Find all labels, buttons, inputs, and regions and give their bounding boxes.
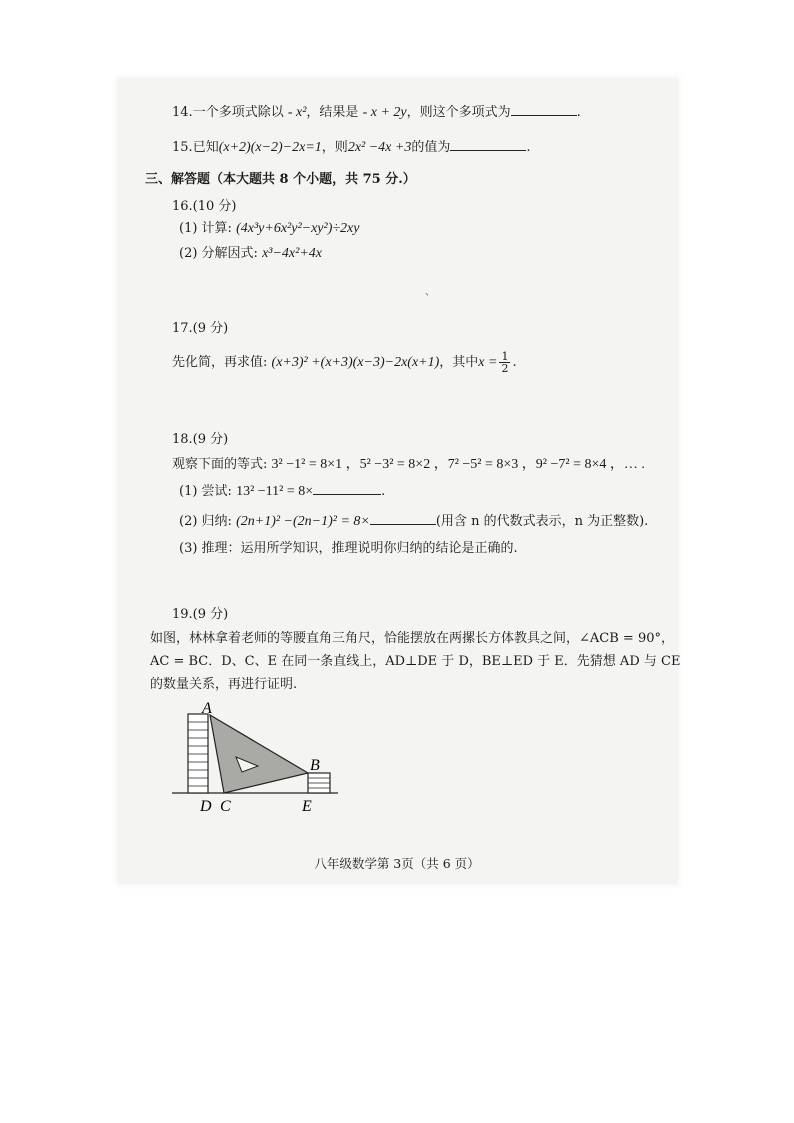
question-text: 观察下面的等式: <box>172 457 268 472</box>
left-stack <box>188 714 208 793</box>
math-expression: 2x² −4x +3 <box>347 140 412 155</box>
period: . <box>576 105 581 120</box>
question-19-line-3: 的数量关系，再进行证明. <box>150 677 298 692</box>
period: . <box>512 355 517 370</box>
math-expression: (x+3)² +(x+3)(x−3)−2x(x+1) <box>271 355 440 370</box>
question-19-line-2: AC = BC．D、C、E 在同一条直线上，AD⊥DE 于 D，BE⊥ED 于 E．先猜想 AD 与 CE <box>150 654 681 669</box>
question-15 <box>172 136 531 157</box>
stray-mark: 、 <box>425 287 435 298</box>
fraction-denominator: 2 <box>501 362 509 375</box>
question-18-intro <box>172 456 645 474</box>
question-number: 15. <box>172 140 193 155</box>
question-text: 已知 <box>192 140 219 155</box>
section-heading: 三、解答题（本大题共 8 个小题，共 75 分.） <box>145 172 416 187</box>
period: . <box>526 140 531 155</box>
question-18-part-2 <box>179 510 648 531</box>
answer-blank[interactable] <box>313 480 381 495</box>
math-expression: - x + 2y <box>362 105 407 120</box>
question-19-line-1: 如图，林林拿着老师的等腰直角三角尺，恰能摆放在两摞长方体教具之间，∠ACB = 90°， <box>150 631 674 646</box>
math-expression: x = <box>478 355 498 370</box>
math-expression: - x² <box>287 105 307 120</box>
point-label-a: A <box>202 700 212 717</box>
question-19-header: 19.(9 分) <box>172 607 229 622</box>
math-expression: (4x³y+6x²y²−xy²)÷2xy <box>236 221 360 236</box>
period: . <box>381 484 386 499</box>
question-16-part-1 <box>179 220 359 238</box>
part-label: (1) 计算: <box>179 221 232 236</box>
point-label-d: D <box>200 798 212 815</box>
part-label: (2) 分解因式: <box>179 246 258 261</box>
question-text: ，则这个多项式为 <box>406 105 511 120</box>
question-number: 14. <box>172 105 193 120</box>
math-expression: (2n+1)² −(2n−1)² = 8× <box>236 514 370 529</box>
fraction-numerator: 1 <box>501 350 509 363</box>
question-18-part-3: (3) 推理：运用所学知识，推理说明你归纳的结论是正确的. <box>179 541 518 556</box>
point-label-e: E <box>302 798 312 815</box>
question-text: ，结果是 <box>306 105 359 120</box>
question-17-body <box>172 351 517 375</box>
fraction-one-half <box>499 351 510 374</box>
question-17-header: 17.(9 分) <box>172 321 229 336</box>
page-footer: 八年级数学第 3页（共 6 页） <box>314 856 480 871</box>
triangle-ruler-figure <box>172 700 342 818</box>
question-text: 先化简，再求值: <box>172 355 268 370</box>
question-text: ，其中 <box>439 355 479 370</box>
answer-blank[interactable] <box>450 136 526 151</box>
right-stack <box>308 773 330 793</box>
part-label: (2) 归纳: <box>179 514 232 529</box>
question-text: ，则 <box>321 140 348 155</box>
math-expression: (x+2)(x−2)−2x=1 <box>218 140 322 155</box>
triangle-ruler <box>210 715 308 793</box>
math-expression: x³−4x²+4x <box>262 246 323 261</box>
math-expression: 3² −1² = 8×1 ，5² −3² = 8×2 ，7² −5² = 8×3 ，9² −7² = 8×4 ，… . <box>271 457 645 472</box>
question-text: (用含 n 的代数式表示，n 为正整数). <box>435 514 649 529</box>
math-expression: 13² −11² = 8× <box>236 484 314 499</box>
question-18-part-1 <box>179 480 385 501</box>
question-16-header: 16.(10 分) <box>172 199 237 214</box>
question-text: 的值为 <box>411 140 451 155</box>
point-label-c: C <box>220 798 231 815</box>
part-label: (1) 尝试: <box>179 484 232 499</box>
question-16-part-2 <box>179 245 322 263</box>
answer-blank[interactable] <box>370 510 436 525</box>
answer-blank[interactable] <box>511 101 577 116</box>
question-14 <box>172 101 581 122</box>
point-label-b: B <box>310 757 320 774</box>
question-text: 一个多项式除以 <box>192 105 284 120</box>
question-18-header: 18.(9 分) <box>172 432 229 447</box>
